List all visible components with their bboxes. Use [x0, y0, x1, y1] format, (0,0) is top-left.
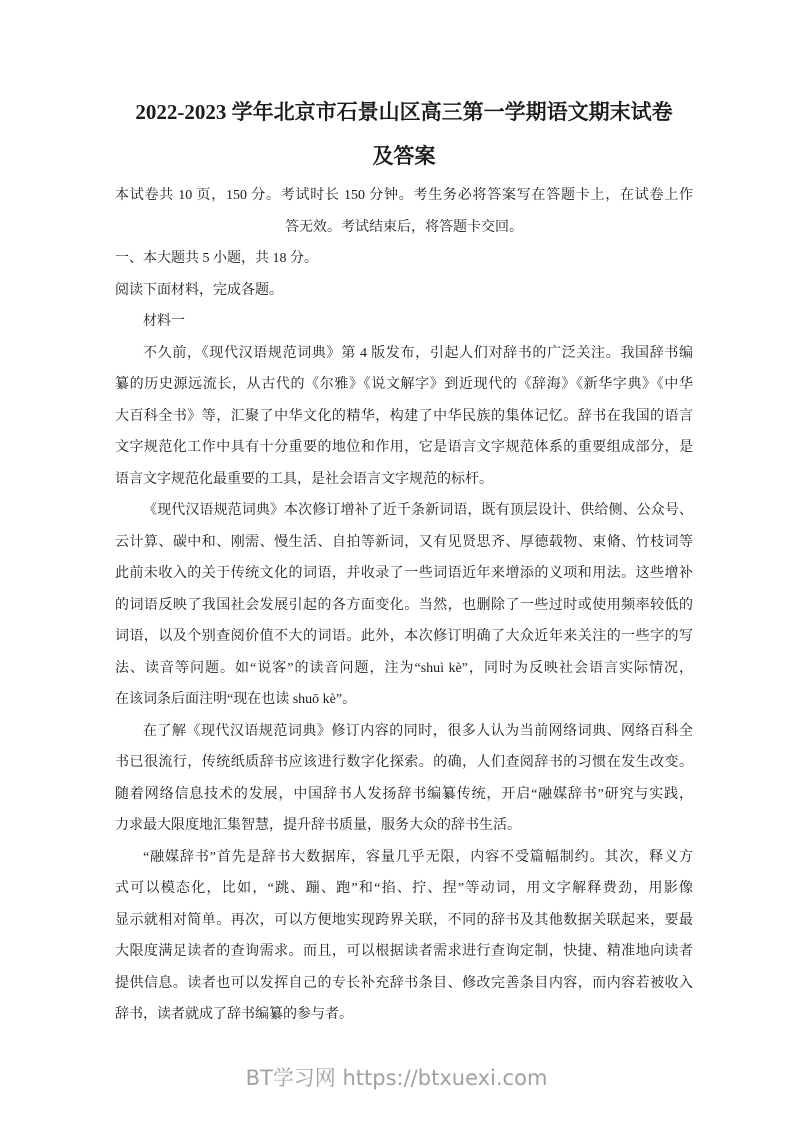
paragraph-line: 语言文字规范化最重要的工具，是社会语言文字规范的标杆。 — [115, 471, 493, 487]
paragraph-line: 此前未收入的关于传统文化的词语，并收录了一些词语近年来增添的义项和用法。这些增补 — [115, 566, 693, 581]
paragraph-line: 《现代汉语规范词典》本次修订增补了近千条新词语，既有顶层设计、供给侧、公众号、 — [143, 503, 693, 518]
paragraph-line: 在了解《现代汉语规范词典》修订内容的同时，很多人认为当前网络词典、网络百科全 — [143, 723, 693, 739]
paragraph-line: 大限度满足读者的查询需求。而且，可以根据读者需求进行查询定制，快捷、精准地向读者 — [115, 944, 693, 959]
section-heading: 一、本大题共 5 小题，共 18 分。 — [115, 251, 318, 266]
site-watermark: BT学习网 https://btxuexi.com — [245, 1066, 548, 1090]
material-label: 材料一 — [143, 314, 185, 329]
paragraph-line: 提供信息。读者也可以发挥自己的专长补充辞书条目、修改完善条目内容，而内容若被收入 — [115, 975, 693, 991]
paragraph-line: 纂的历史源远流长，从古代的《尔雅》《说文解字》到近现代的《辞海》《新华字典》《中华 — [115, 377, 693, 392]
paragraph-line: 随着网络信息技术的发展，中国辞书人发扬辞书编纂传统，开启“融媒辞书”研究与实践， — [115, 786, 693, 802]
paragraph-line: 不久前，《现代汉语规范词典》第 4 版发布，引起人们对辞书的广泛关注。我国辞书编 — [143, 345, 693, 361]
paragraph-line: 法、读音等问题。如“说客”的读音问题，注为“shuì kè”，同时为反映社会语言实际情况， — [115, 660, 693, 676]
paragraph-line: 在该词条后面注明“现在也读 shuō kè”。 — [115, 692, 357, 707]
exam-notice-line-1: 本试卷共 10 页，150 分。考试时长 150 分钟。考生务必将答案写在答题卡上，在试卷上作 — [115, 188, 693, 203]
page-title — [115, 90, 693, 178]
paragraph-line: 式可以模态化，比如，“跳、蹦、跑”和“掐、拧、捏”等动词，用文字解释费劲，用影像 — [115, 881, 693, 896]
paragraph-line: 文字规范化工作中具有十分重要的地位和作用，它是语言文字规范体系的重要组成部分，是 — [115, 440, 693, 455]
paragraph-line: 书已很流行，传统纸质辞书应该进行数字化探索。的确，人们查阅辞书的习惯在发生改变。 — [115, 755, 693, 770]
paragraph-line: 云计算、碳中和、刚需、慢生活、自拍等新词，又有见贤思齐、厚德载物、束脩、竹枝词等 — [115, 534, 693, 550]
exam-notice-line-2: 答无效。考试结束后，将答题卡交回。 — [285, 219, 523, 235]
reading-instruction: 阅读下面材料，完成各题。 — [115, 282, 283, 298]
paragraph-line: 大百科全书》等，汇聚了中华文化的精华，构建了中华民族的集体记忆。辞书在我国的语言 — [115, 408, 693, 424]
paragraph-line: 力求最大限度地汇集智慧，提升辞书质量，服务大众的辞书生活。 — [115, 818, 521, 833]
paragraph-line: 辞书，读者就成了辞书编纂的参与者。 — [115, 1007, 353, 1022]
title-line-2: 及答案 — [372, 144, 436, 168]
paragraph-line: 显示就相对简单。再次，可以方便地实现跨界关联，不同的辞书及其他数据关联起来，要最 — [115, 912, 693, 928]
title-line-1: 2022-2023 学年北京市石景山区高三第一学期语文期末试卷 — [135, 100, 673, 124]
paragraph-line: “融媒辞书”首先是辞书大数据库，容量几乎无限，内容不受篇幅制约。其次，释义方 — [143, 849, 693, 865]
exam-body — [115, 180, 693, 1031]
paragraph-line: 词语，以及个别查阅价值不大的词语。此外，本次修订明确了大众近年来关注的一些字的写 — [115, 629, 693, 644]
paragraph-line: 的词语反映了我国社会发展引起的各方面变化。当然，也删除了一些过时或使用频率较低的 — [115, 597, 693, 613]
